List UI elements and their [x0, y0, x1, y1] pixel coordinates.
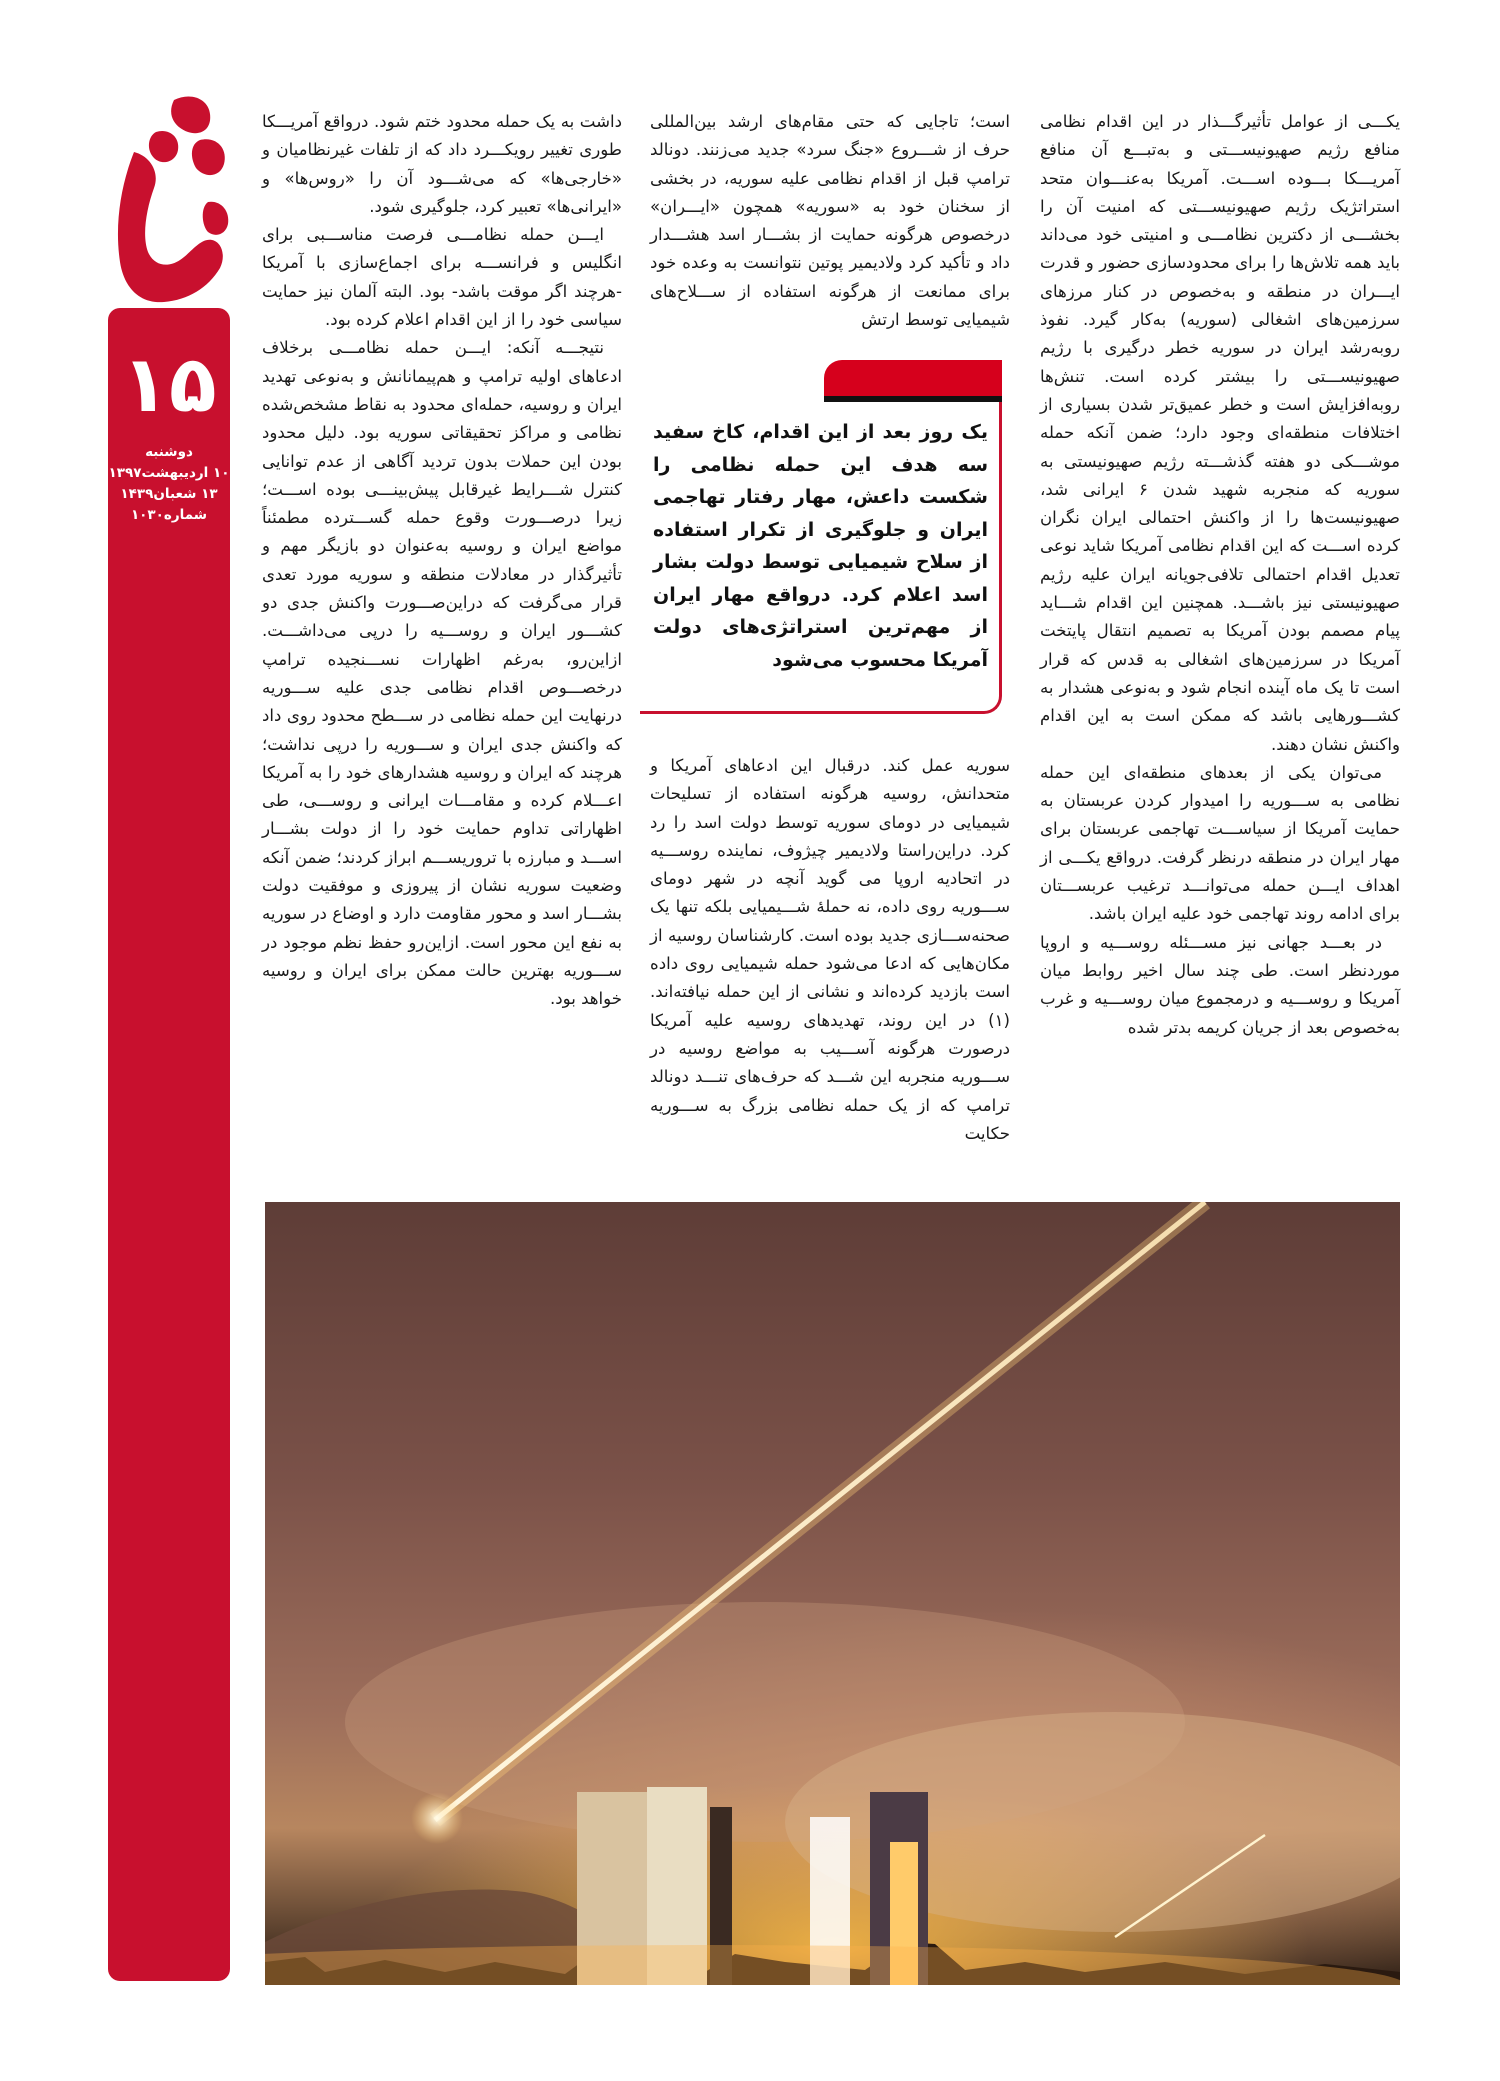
page-number: ۱۵: [121, 340, 217, 430]
paragraph: یکـــی از عوامل تأثیرگـــذار در این اقدام نظامی منافع رژیم صهیونیســـتی و به‌تبـــع آن منافع آمریـــکا بـــوده اســـت. آمریکا به‌عنـــوان متحد استراتژیک رژیم صهیونیســـتی که امنیت آن را بخشـــی از دکترین نظامـــی و امنیتی خود می‌داند باید همه تلاش‌ها را برای محدودسازی حضور و قدرت ایـــران در منطقه و به‌خصوص در کنار مرزهای سرزمین‌های اشغالی (سوریه) به‌کار گیرد. نفوذ روبه‌رشد ایران در سوریه خطر درگیری با رژیم صهیونیســـتی را بیشتر کرده است. تنش‌ها روبه‌افزایش است و خطر عمیق‌تر شدن بسیاری از اختلافات منطقه‌ای وجود دارد؛ ضمن آنکه حمله موشـــکی دو هفته گذشـــته رژیم صهیونیستی به سوریه که منجربه شهید شدن ۶ ایرانی شد، صهیونیست‌ها را از واکنش احتمالی ایران نگران کرده اســـت که این اقدام نظامی آمریکا شاید نوعی تعدیل اقدام احتمالی تلافی‌جویانه ایران علیه رژیم صهیونیستی نیز باشـــد. همچنین این اقدام شـــاید پیام مصمم بودن آمریکا به تصمیم انتقال پایتخت آمریکا در سرزمین‌های اشغالی به قدس که قرار است تا یک ماه آینده انجام شود و به‌نوعی هشدار به کشـــورهایی باشد که ممکن است به این اقدام واکنش نشان دهند.: [1040, 112, 1400, 754]
magazine-logo: [104, 92, 234, 307]
paragraph: ایـــن حمله نظامـــی فرصت مناســـبی برای انگلیس و فرانســـه برای اجماع‌سازی با آمریکا -هرچند اگر موقت باشد- بود. البته آلمان نیز حمایت سیاسی خود را از این اقدام اعلام کرده بود.: [262, 225, 622, 330]
article-column-right: [1040, 108, 1400, 1042]
paragraph: می‌توان یکی از بعدهای منطقه‌ای این حمله نظامی به ســـوریه را امیدوار کردن عربستان به حمایت آمریکا از سیاســـت تهاجمی عربستان برای مهار ایران در منطقه درنظر گرفت. درواقع یکـــی از اهداف ایـــن حمله می‌توانـــد ترغیب عربســـتان برای ادامه روند تهاجمی خود علیه ایران باشد.: [1040, 762, 1400, 924]
pull-quote: [640, 360, 1002, 714]
page-info-tab: [108, 308, 230, 1981]
article-column-middle-top: [650, 108, 1010, 334]
pull-quote-text: یک روز بعد از این اقدام، کاخ سفید سه هدف این حمله نظامی را شکست داعش، مهار رفتار تهاجمی ایران و جلوگیری از تکرار استفاده از سلاح شیمیایی توسط دولت بشار اسد اعلام کرد. درواقع مهار ایران از مهم‌ترین استراتژی‌های دولت آمریکا محسوب می‌شود: [653, 421, 988, 671]
article-column-middle-bottom: [650, 752, 1010, 1148]
issue-number: شماره۱۰۳۰: [130, 507, 208, 523]
paragraph: در بعـــد جهانی نیز مســـئله روســـیه و اروپا موردنظر است. طی چند سال اخیر روابط میان آمریکا و روســـیه و درمجموع میان روســـیه و غرب به‌خصوص بعد از جریان کریمه بدتر شده: [1040, 932, 1400, 1037]
weekday: دوشنبه: [145, 444, 193, 460]
night-sky-missile-icon: [265, 1202, 1400, 1985]
pull-quote-tab: [824, 360, 1002, 396]
article-column-left: [262, 108, 622, 1014]
paragraph: است؛ تاجایی که حتی مقام‌های ارشد بین‌المللی حرف از شـــروع «جنگ سرد» جدید می‌زنند. دونالد ترامپ قبل از اقدام نظامی علیه سوریه، در بخشی از سخنان خود به «سوریه» همچون «ایـــران» درخصوص هرگونه حمایت از بشـــار اسد هشـــدار داد و تأکید کرد ولادیمیر پوتین نتوانست به وعده خود برای ممانعت از هرگونه استفاده از ســـلاح‌های شیمیایی توسط ارتش: [650, 112, 1010, 330]
logo-calligraphy-icon: [104, 92, 234, 307]
date-lunar: ۱۳ شعبان۱۴۳۹: [120, 486, 218, 502]
date-solar: ۱۰ اردیبهشت۱۳۹۷: [108, 465, 230, 481]
paragraph: نتیجـــه آنکه: ایـــن حمله نظامـــی برخلاف ادعاهای اولیه ترامپ و هم‌پیمانانش و به‌نوعی تهدید ایران و روسیه، حمله‌ای محدود به نقاط مشخص‌شده نظامی و مراکز تحقیقاتی سوریه بود. دلیل محدود بودن این حملات بدون تردید آگاهی از عدم توانایی کنترل شـــرایط غیرقابل پیش‌بینـــی بوده اســـت؛ زیرا درصـــورت وقوع حمله گســـترده مطمئناً مواضع ایران و روسیه به‌عنوان دو بازیگر مهم و تأثیرگذار در معادلات منطقه و سوریه مورد تعدی قرار می‌گرفت که دراین‌صـــورت واکنش جدی دو کشـــور ایران و روســـیه را درپی می‌داشـــت. ازاین‌رو، به‌رغم اظهارات نســـنجیده ترامپ درخصـــوص اقدام نظامی جدی علیه ســـوریه درنهایت این حمله نظامی در ســـطح محدود روی داد که واکنش جدی ایران و ســـوریه را درپی نداشت؛ هرچند که ایران و روسیه هشدارهای خود را به آمریکا اعـــلام کرده و مقامـــات ایرانی و روســـی، طی اظهاراتی تداوم حمایت خود را از دولت بشـــار اســـد و مبارزه با تروریســـم ابراز کردند؛ ضمن آنکه وضعیت سوریه نشان از پیروزی و موفقیت دولت بشـــار اسد و محور مقاومت دارد و اوضاع در سوریه به نفع این محور است. ازاین‌رو حفظ نظم موجود در ســـوریه بهترین حالت ممکن برای ایران و روسیه خواهد بود.: [262, 338, 622, 1009]
paragraph: سوریه عمل کند. درقبال این ادعاهای آمریکا و متحدانش، روسیه هرگونه استفاده از تسلیحات شیمیایی در دومای سوریه توسط دولت اسد را رد کرد. دراین‌راستا ولادیمیر چیژوف، نماینده روســـیه در اتحادیه اروپا می گوید آنچه در شهر دومای ســـوریه روی داده، نه حملهٔ شـــیمیایی بلکه تنها یک صحنه‌ســـازی جدید بوده است. کارشناسان روسیه از مکان‌هایی که ادعا می‌شود حمله شیمیایی روی داده است بازدید کرده‌اند و نشانی از این حمله نیافته‌اند.(۱) در این روند، تهدیدهای روسیه علیه آمریکا درصورت هرگونه آســـیب به مواضع روسیه در ســـوریه منجربه این شـــد که حرف‌های تنـــد دونالد ترامپ که از یک حمله نظامی بزرگ به ســـوریه حکایت: [650, 756, 1010, 1143]
paragraph: داشت به یک حمله محدود ختم شود. درواقع آمریـــکا طوری تغییر رویکـــرد داد که از تلفات غیرنظامیان و «خارجی‌ها» که می‌شـــود آن را «روس‌ها» و «ایرانی‌ها» تعبیر کرد، جلوگیری شود.: [262, 112, 622, 216]
article-photo: [265, 1202, 1400, 1985]
